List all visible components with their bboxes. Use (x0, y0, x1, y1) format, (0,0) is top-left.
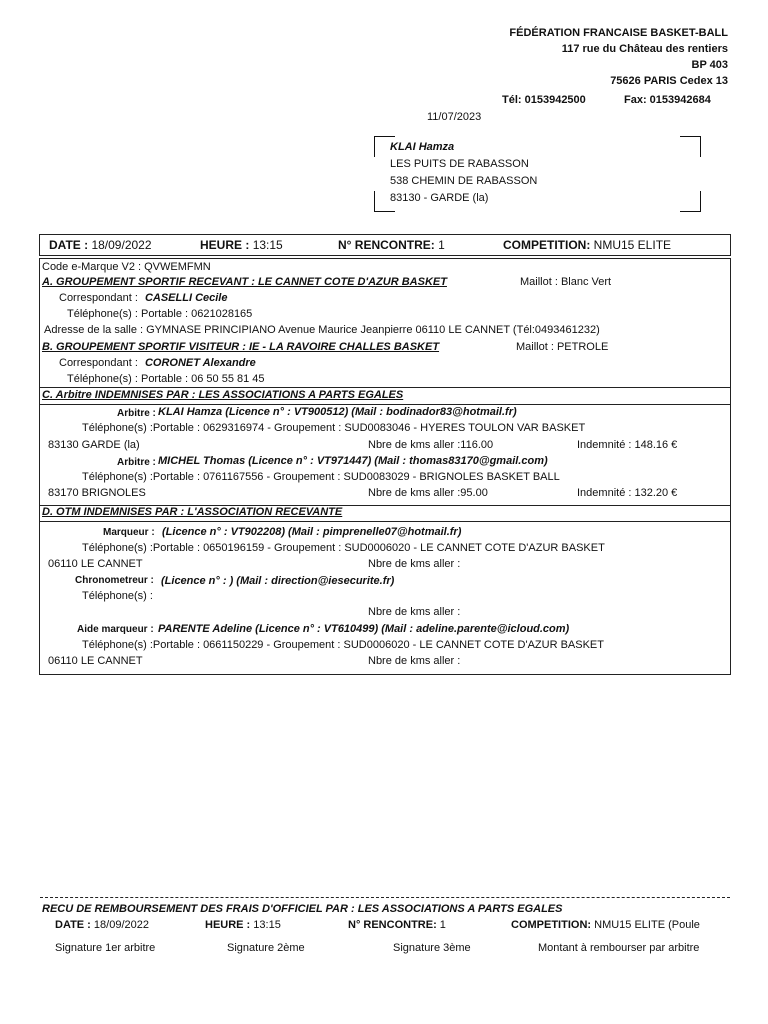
visitor-jersey: Maillot : PETROLE (516, 341, 609, 353)
visitor-phone: Téléphone(s) : Portable : 06 50 55 81 45 (67, 373, 265, 385)
receipt-time-label: HEURE : (205, 919, 251, 931)
home-contact-name: CASELLI Cecile (144, 292, 228, 304)
receipt-time-value: 13:15 (253, 919, 281, 931)
visitor-contact-name: CORONET Alexandre (144, 357, 256, 369)
federation-tel: Tél: 0153942500 (502, 94, 586, 106)
match-number-label: N° RENCONTRE: (338, 238, 435, 252)
referee-2-identity: MICHEL Thomas (Licence n° : VT971447) (Mail : thomas83170@gmail.com) (158, 455, 548, 467)
federation-bp: BP 403 (691, 59, 728, 71)
match-time-label: HEURE : (200, 238, 250, 252)
referee-2-kms: Nbre de kms aller :95.00 (368, 487, 488, 499)
federation-street: 117 rue du Château des rentiers (561, 43, 728, 55)
referee-1-role: Arbitre : (117, 408, 156, 419)
section-c-title: C. Arbitre INDEMNISES PAR : LES ASSOCIATIONS A PARTS EGALES (42, 389, 404, 401)
visitor-team-title: B. GROUPEMENT SPORTIF VISITEUR : IE - LA RAVOIRE CHALLES BASKET (42, 341, 440, 353)
otm-3-role: Aide marqueur : (77, 624, 154, 635)
referee-1-city: 83130 GARDE (la) (48, 439, 140, 451)
referee-2-phone: Téléphone(s) :Portable : 0761167556 - Groupement : SUD0083029 - BRIGNOLES BASKET BALL (82, 471, 560, 483)
match-competition-value: NMU15 ELITE (593, 238, 672, 252)
receipt-date (55, 919, 149, 931)
receipt-time (205, 919, 281, 931)
receipt-date-value: 18/09/2022 (93, 919, 149, 931)
otm-1-city: 06110 LE CANNET (48, 558, 143, 570)
divider-c-bottom (40, 404, 730, 405)
receipt-competition-value: NMU15 ELITE (Poule (594, 919, 700, 931)
signature-referee-3: Signature 3ème (393, 942, 471, 954)
recipient-line1: LES PUITS DE RABASSON (390, 158, 529, 170)
signature-referee-2: Signature 2ème (227, 942, 305, 954)
signature-referee-1: Signature 1er arbitre (55, 942, 156, 954)
match-number (338, 238, 445, 252)
venue-address: Adresse de la salle : GYMNASE PRINCIPIANO Avenue Maurice Jeanpierre 06110 LE CANNET (Tél:0493461232) (44, 324, 600, 336)
visitor-contact-label: Correspondant : (59, 357, 138, 369)
referee-2-indemnity: Indemnité : 132.20 € (577, 487, 678, 499)
recipient-name: KLAI Hamza (390, 141, 455, 153)
referee-2-role: Arbitre : (117, 457, 156, 468)
match-date (49, 238, 152, 252)
otm-3-identity: PARENTE Adeline (Licence n° : VT610499) (Mail : adeline.parente@icloud.com) (158, 623, 570, 635)
receipt-title: RECU DE REMBOURSEMENT DES FRAIS D'OFFICIEL PAR : LES ASSOCIATIONS A PARTS EGALES (42, 903, 563, 915)
federation-name: FÉDÉRATION FRANCAISE BASKET-BALL (509, 27, 728, 39)
otm-2-phone: Téléphone(s) : (82, 590, 153, 602)
match-time (200, 238, 283, 252)
match-competition (503, 238, 671, 252)
visitor-contact (59, 357, 256, 369)
otm-3-kms: Nbre de kms aller : (368, 655, 461, 667)
match-date-value: 18/09/2022 (91, 238, 152, 252)
otm-2-kms: Nbre de kms aller : (368, 606, 461, 618)
home-phone: Téléphone(s) : Portable : 0621028165 (67, 308, 253, 320)
referee-1-indemnity: Indemnité : 148.16 € (577, 439, 678, 451)
otm-2-role: Chronometreur : (75, 575, 154, 586)
federation-fax: Fax: 0153942684 (624, 94, 711, 106)
receipt-competition (511, 919, 700, 931)
divider-d-bottom (40, 521, 730, 522)
section-d-title: D. OTM INDEMNISES PAR : L'ASSOCIATION RECEVANTE (42, 506, 343, 518)
receipt-date-label: DATE : (55, 919, 91, 931)
emarque-code: Code e-Marque V2 : QVWEMFMN (42, 261, 211, 273)
home-team-title: A. GROUPEMENT SPORTIF RECEVANT : LE CANNET COTE D'AZUR BASKET (42, 276, 447, 288)
otm-1-role: Marqueur : (103, 527, 155, 538)
otm-2-identity: (Licence n° : ) (Mail : direction@iesecurite.fr) (161, 575, 395, 587)
home-jersey: Maillot : Blanc Vert (520, 276, 612, 288)
otm-3-city: 06110 LE CANNET (48, 655, 143, 667)
home-contact (59, 292, 227, 304)
recipient-line2: 538 CHEMIN DE RABASSON (390, 175, 538, 187)
address-bracket-br (680, 191, 701, 212)
amount-per-referee: Montant à rembourser par arbitre (538, 942, 700, 954)
otm-1-kms: Nbre de kms aller : (368, 558, 461, 570)
referee-1-identity: KLAI Hamza (Licence n° : VT900512) (Mail : bodinador83@hotmail.fr) (158, 406, 517, 418)
match-competition-label: COMPETITION: (503, 238, 591, 252)
match-date-label: DATE : (49, 238, 89, 252)
receipt-competition-label: COMPETITION: (511, 919, 592, 931)
referee-1-kms: Nbre de kms aller :116.00 (368, 439, 494, 451)
match-number-value: 1 (438, 238, 445, 252)
recipient-line3: 83130 - GARDE (la) (390, 192, 489, 204)
otm-3-phone: Téléphone(s) :Portable : 0661150229 - Groupement : SUD0006020 - LE CANNET COTE D'AZUR BASKET (82, 639, 604, 651)
receipt-number-value: 1 (439, 919, 446, 931)
receipt-number-label: N° RENCONTRE: (348, 919, 437, 931)
tear-off-line (40, 897, 730, 898)
letter-date: 11/07/2023 (427, 111, 482, 123)
receipt-number (348, 919, 446, 931)
home-contact-label: Correspondant : (59, 292, 138, 304)
match-time-value: 13:15 (252, 238, 283, 252)
address-bracket-tr (680, 136, 701, 157)
divider-c-top (40, 387, 730, 388)
otm-1-phone: Téléphone(s) :Portable : 0650196159 - Groupement : SUD0006020 - LE CANNET COTE D'AZUR BASKET (82, 542, 605, 554)
federation-city: 75626 PARIS Cedex 13 (610, 75, 728, 87)
referee-1-phone: Téléphone(s) :Portable : 0629316974 - Groupement : SUD0083046 - HYERES TOULON VAR BASKET (82, 422, 586, 434)
referee-2-city: 83170 BRIGNOLES (48, 487, 146, 499)
otm-1-identity: (Licence n° : VT902208) (Mail : pimprenelle07@hotmail.fr) (162, 526, 462, 538)
